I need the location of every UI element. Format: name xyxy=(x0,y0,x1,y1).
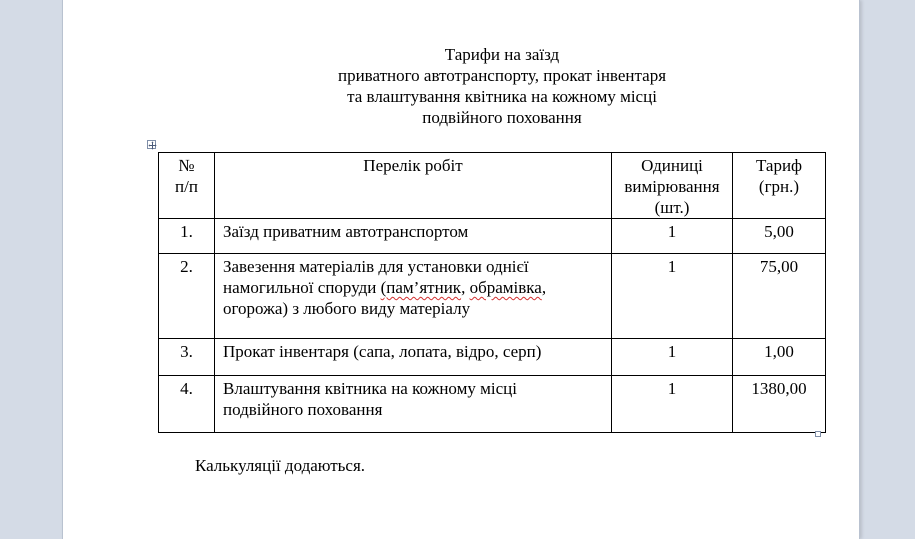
row-price: 1,00 xyxy=(764,342,794,361)
document-title xyxy=(62,44,915,128)
row-num-cell xyxy=(159,254,215,339)
title-line-3: та влаштування квітника на кожному місці xyxy=(347,87,657,106)
row-price: 1380,00 xyxy=(751,379,807,398)
header-work xyxy=(215,153,612,219)
row-work-cell xyxy=(215,219,612,254)
row-price-cell xyxy=(733,219,826,254)
title-line-2: приватного автотранспорту, прокат інвентаря xyxy=(337,66,667,85)
row-unit-cell xyxy=(612,339,733,376)
row-unit: 1 xyxy=(667,342,677,361)
header-unit xyxy=(612,153,733,219)
row-num: 1. xyxy=(180,222,193,241)
title-line-1: Тарифи на заїзд xyxy=(444,45,560,64)
row-work-fragment: намогильної споруди xyxy=(223,278,381,297)
tariffs-table[interactable] xyxy=(158,152,826,433)
row-num: 4. xyxy=(180,379,193,398)
row-num: 3. xyxy=(180,342,193,361)
row-price: 75,00 xyxy=(759,257,799,276)
row-work: Заїзд приватним автотранспортом xyxy=(223,222,469,241)
row-work-cell xyxy=(215,339,612,376)
row-price: 5,00 xyxy=(764,222,794,241)
row-work-line: подвійного поховання xyxy=(223,400,383,419)
table-header-row xyxy=(159,153,826,219)
header-num-line: № xyxy=(178,156,195,175)
header-num-line: п/п xyxy=(175,177,198,196)
row-unit: 1 xyxy=(667,222,677,241)
title-line-4: подвійного поховання xyxy=(422,108,582,127)
row-price-cell xyxy=(733,254,826,339)
table-row xyxy=(159,339,826,376)
header-unit-line: вимірювання xyxy=(624,177,720,196)
row-work-line: Влаштування квітника на кожному місці xyxy=(223,379,517,398)
header-unit-line: Одиниці xyxy=(641,156,703,175)
row-unit-cell xyxy=(612,376,733,433)
row-work-line: Завезення матеріалів для установки однієї xyxy=(223,257,529,276)
row-work-cell xyxy=(215,376,612,433)
row-price-cell xyxy=(733,376,826,433)
row-num-cell xyxy=(159,219,215,254)
row-num-cell xyxy=(159,339,215,376)
row-num-cell xyxy=(159,376,215,433)
row-unit-cell xyxy=(612,254,733,339)
row-work-line: огорожа) з любого виду матеріалу xyxy=(223,299,471,318)
header-num xyxy=(159,153,215,219)
spellcheck-underlined-word: (пам’ятник xyxy=(380,278,462,297)
header-unit-line: (шт.) xyxy=(654,198,690,217)
header-price-line: (грн.) xyxy=(758,177,800,196)
table-row xyxy=(159,376,826,433)
row-work-line xyxy=(223,277,611,298)
row-unit: 1 xyxy=(667,257,677,276)
row-unit-cell xyxy=(612,219,733,254)
row-num: 2. xyxy=(180,257,193,276)
header-work-label: Перелік робіт xyxy=(363,156,463,175)
table-row xyxy=(159,254,826,339)
header-price xyxy=(733,153,826,219)
table-resize-handle[interactable] xyxy=(815,431,821,437)
row-work-fragment: , xyxy=(461,278,470,297)
row-work-cell xyxy=(215,254,612,339)
table-move-handle-icon[interactable] xyxy=(147,140,156,149)
row-work-fragment: , xyxy=(541,278,547,297)
row-work: Прокат інвентаря (сапа, лопата, відро, серп) xyxy=(223,342,542,361)
row-price-cell xyxy=(733,339,826,376)
footer-note: Калькуляції додаються. xyxy=(195,456,366,475)
row-unit: 1 xyxy=(667,379,677,398)
spellcheck-underlined-word: обрамівка xyxy=(469,278,542,297)
header-price-line: Тариф xyxy=(755,156,803,175)
table-row xyxy=(159,219,826,254)
